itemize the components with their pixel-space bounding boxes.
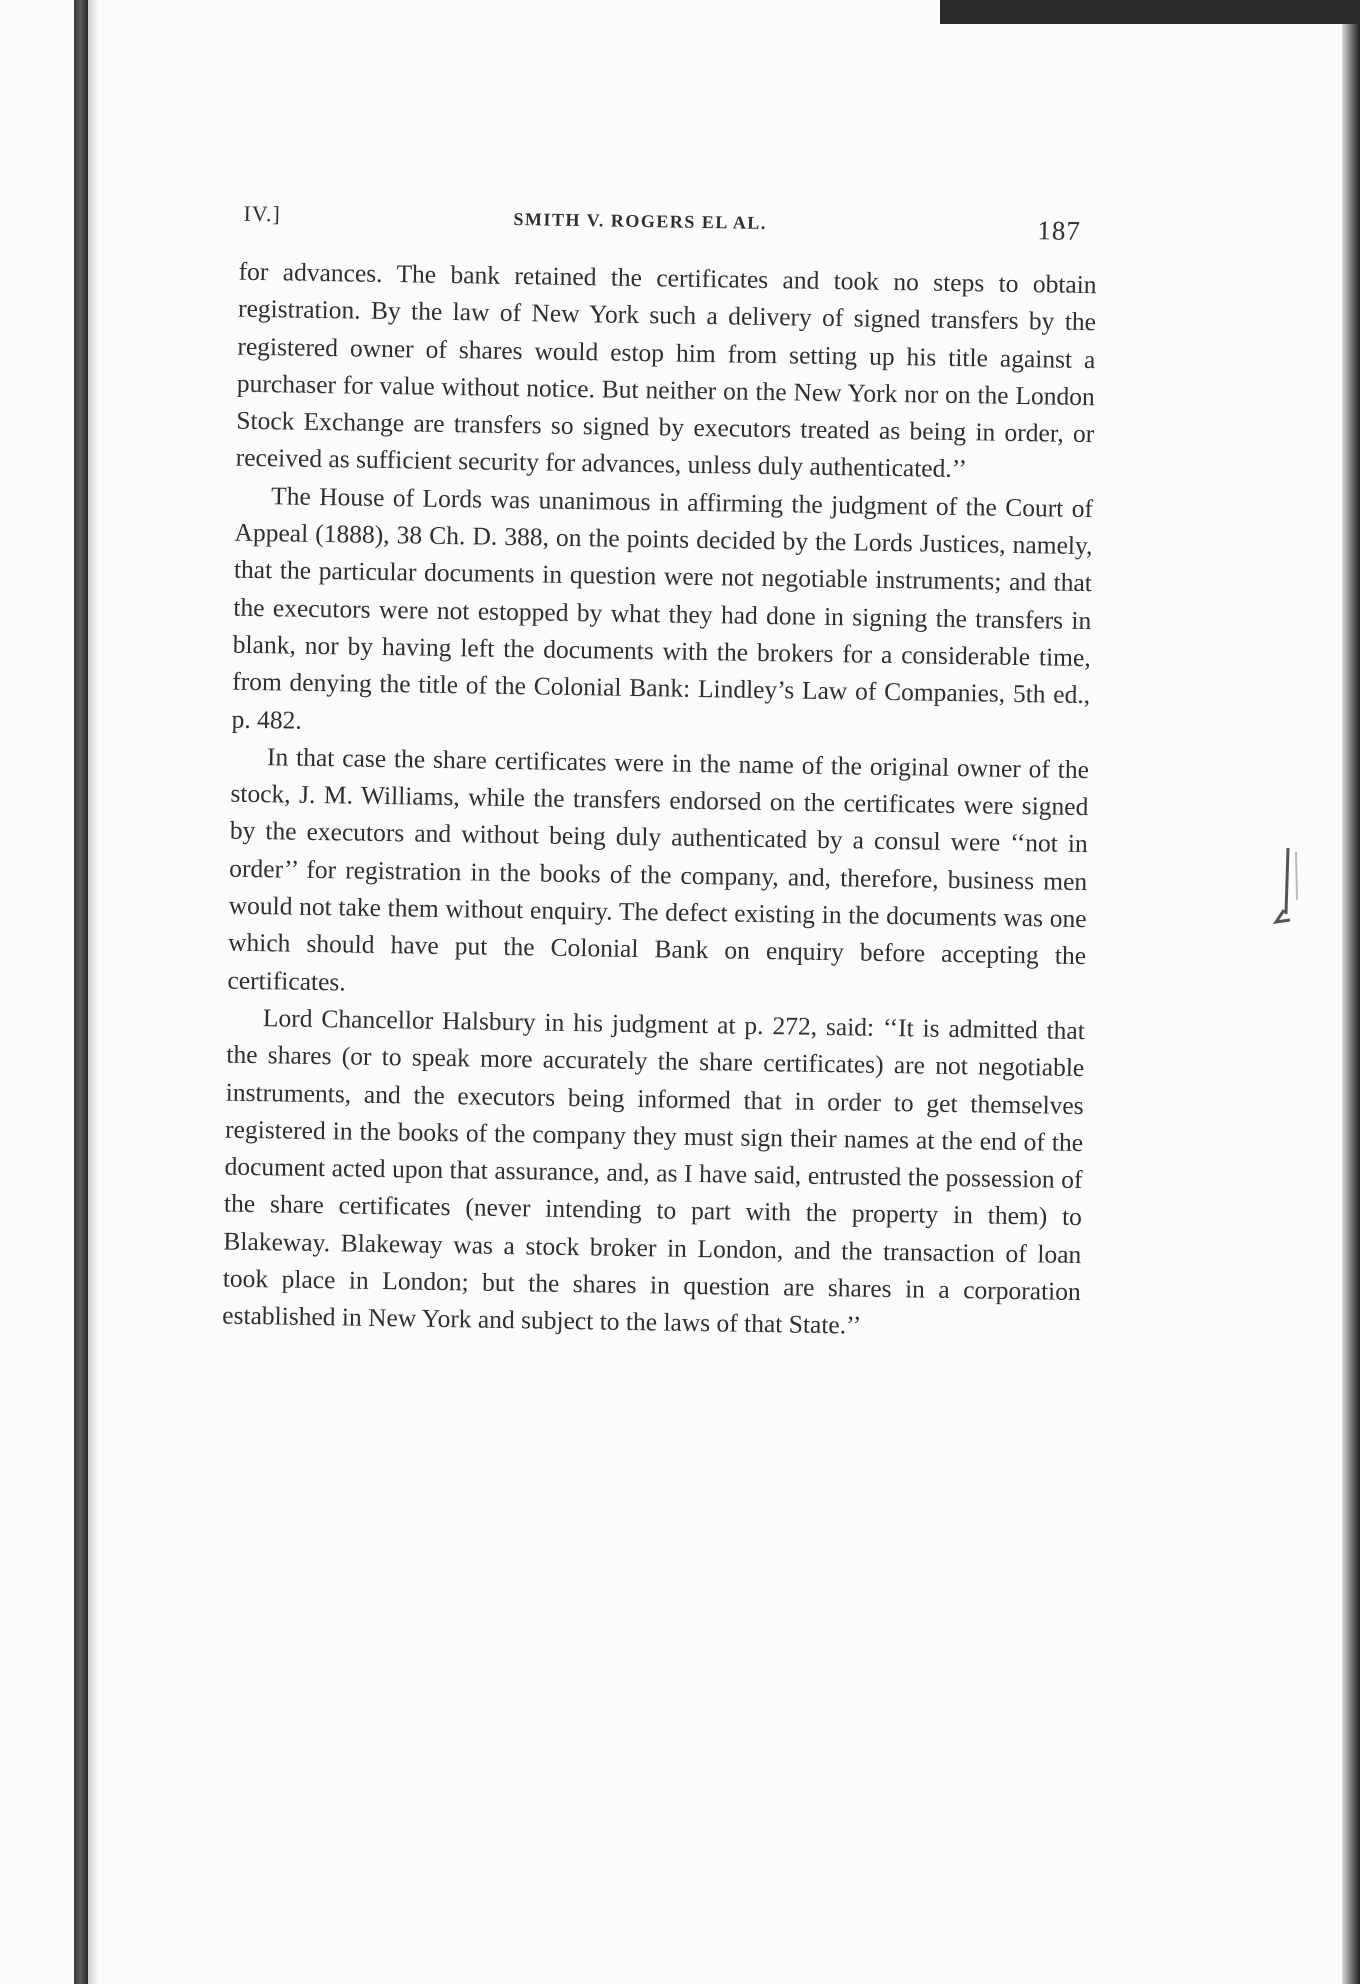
right-page-edge (1342, 24, 1360, 1984)
paragraph-share-certificates: In that case the share certificates were in the name of the original owner of the stock, J. M. Williams, while the transfers endorsed on the certificates were signed by the executors and without being duly authenticated by a consul were ‘‘not in order’’ for registration in the books of the company, and, therefore, business men would not take them without enquiry. The defect existing in the documents was one which should have put the Colonial Bank on enquiry before accepting the certificates. (227, 742, 1090, 997)
paragraph-continuation: for advances. The bank retained the certificates and took no steps to obtain registration. By the law of New York such a delivery of signed transfers by the registered owner of shares would estop him from setting up his title against a purchaser for value without notice. But neither on the New York nor on the London Stock Exchange are transfers so signed by executors treated as being in order, or received as sufficient security for advances, unless duly authenticated.’’ (235, 256, 1097, 484)
paragraph-lord-chancellor: Lord Chancellor Halsbury in his judgment at p. 272, said: ‘‘It is admitted that the shares (or to speak more accurately the share certificates) are not negotiable instruments, and the executors being informed that in order to get themselves registered in the books of the company they must sign their names at the end of the document acted upon that assurance, and, as I have said, entrusted the possession of the share certificates (never intending to part with the property in them) to Blakeway. Blakeway was a stock broker in London, and the transaction of loan took place in London; but the shares in question are shares in a corporation established in New York and subject to the laws of that State.’’ (222, 1003, 1086, 1340)
binding-shadow (88, 0, 98, 1984)
page-number: 187 (1037, 215, 1082, 246)
binding-edge (74, 0, 88, 1984)
margin-scribble-mark (1270, 840, 1310, 930)
case-title: SMITH V. ROGERS EL AL. (513, 208, 768, 233)
section-marker: IV.] (243, 200, 281, 227)
paragraph-house-of-lords: The House of Lords was unanimous in affirming the judgment of the Court of Appeal (1888), 38 Ch. D. 388, on the points decided by the Lords Justices, namely, that the particular documents in question were not negotiable instruments; and that the executors were not estopped by what they had done in signing the transfers in blank, nor by having left the documents with the brokers for a considerable time, from denying the title of the Colonial Bank: Lindley’s Law of Companies, 5th ed., p. 482. (231, 481, 1094, 735)
body-text (178, 252, 1097, 1348)
book-page (178, 186, 1096, 1348)
scan-corner-shadow (940, 0, 1360, 24)
